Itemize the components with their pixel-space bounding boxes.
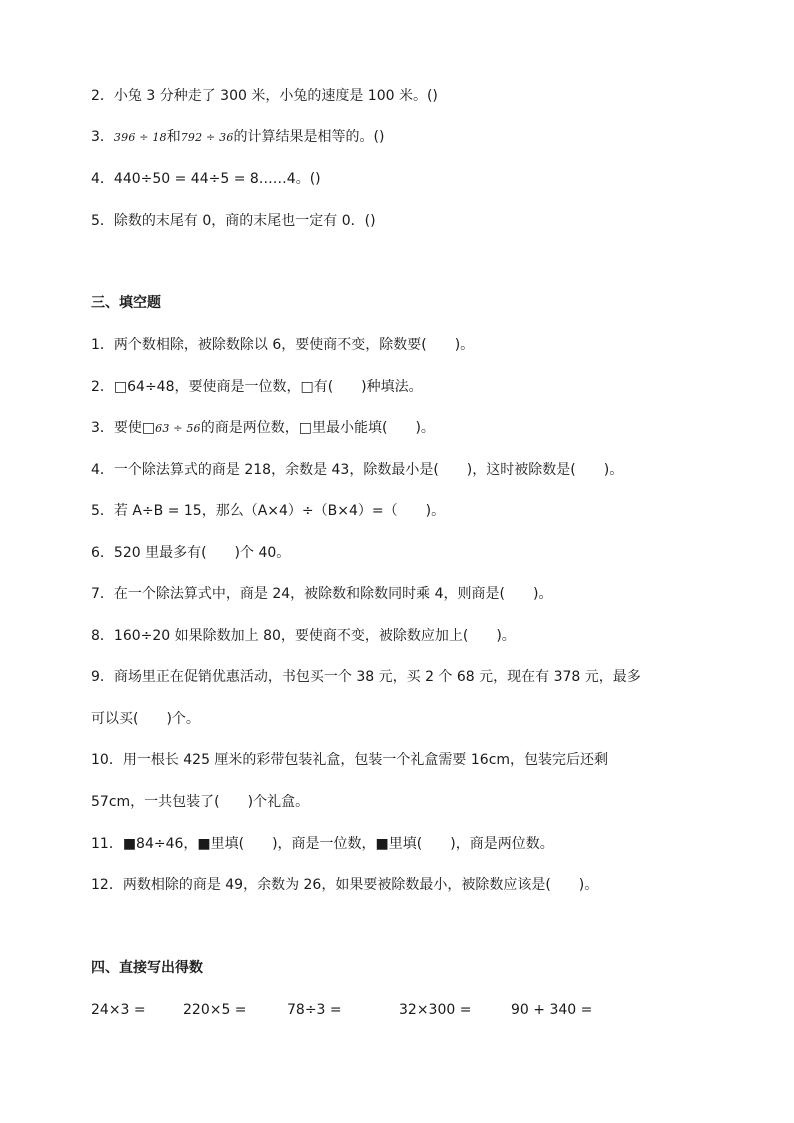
calc-item-2: 220×5 = bbox=[183, 1002, 247, 1018]
judge-question-2: 2．小兔 3 分种走了 300 米，小兔的速度是 100 米。() bbox=[91, 88, 438, 104]
judge-question-3-prefix: 3． bbox=[91, 129, 114, 145]
judge-question-4: 4．440÷50 = 44÷5 = 8……4。() bbox=[91, 171, 321, 187]
fill-question-11: 11．■84÷46，■里填( )，商是一位数，■里填( )，商是两位数。 bbox=[91, 836, 554, 852]
calc-item-3: 78÷3 = bbox=[287, 1002, 342, 1018]
fill-question-3-prefix: 3．要使□ bbox=[91, 420, 156, 436]
judge-question-3-suffix: 的计算结果是相等的。() bbox=[233, 129, 385, 145]
fill-question-3 bbox=[91, 418, 435, 439]
fill-question-3-suffix: 的商是两位数，□里最小能填( )。 bbox=[200, 420, 435, 436]
calc-item-5: 90 + 340 = bbox=[511, 1002, 593, 1018]
fill-question-10-line-2: 57cm，一共包装了( )个礼盒。 bbox=[91, 794, 310, 810]
fill-question-10-line-1: 10．用一根长 425 厘米的彩带包装礼盒，包装一个礼盒需要 16cm，包装完后还剩 bbox=[91, 752, 609, 768]
fill-question-9-line-1: 9．商场里正在促销优惠活动，书包买一个 38 元，买 2 个 68 元，现在有 378 元，最多 bbox=[91, 669, 641, 685]
fill-question-3-expression: 63 ÷ 56 bbox=[155, 422, 201, 435]
fill-question-5: 5．若 A÷B = 15，那么（A×4）÷（B×4）=（ )。 bbox=[91, 503, 446, 519]
fill-section-title: 三、填空题 bbox=[91, 295, 161, 311]
fill-question-2: 2．□64÷48，要使商是一位数，□有( )种填法。 bbox=[91, 379, 423, 395]
calc-item-4: 32×300 = bbox=[399, 1002, 472, 1018]
fill-question-7: 7．在一个除法算式中，商是 24，被除数和除数同时乘 4，则商是( )。 bbox=[91, 586, 553, 602]
calc-row bbox=[91, 1000, 711, 1020]
calc-section-title: 四、直接写出得数 bbox=[91, 960, 203, 976]
calc-item-1: 24×3 = bbox=[91, 1002, 146, 1018]
judge-question-3-middle: 和 bbox=[166, 129, 181, 145]
fill-question-12: 12．两数相除的商是 49，余数为 26，如果要被除数最小，被除数应该是( )。 bbox=[91, 877, 599, 893]
judge-question-3-expression-b: 792 ÷ 36 bbox=[180, 131, 234, 144]
judge-question-3 bbox=[91, 127, 384, 148]
fill-question-9-line-2: 可以买( )个。 bbox=[91, 711, 200, 727]
judge-question-3-expression-a: 396 ÷ 18 bbox=[113, 131, 167, 144]
judge-question-5: 5．除数的末尾有 0，商的末尾也一定有 0．() bbox=[91, 213, 376, 229]
fill-question-4: 4．一个除法算式的商是 218，余数是 43，除数最小是( )，这时被除数是( )。 bbox=[91, 462, 624, 478]
fill-question-6: 6．520 里最多有( )个 40。 bbox=[91, 545, 291, 561]
fill-question-8: 8．160÷20 如果除数加上 80，要使商不变，被除数应加上( )。 bbox=[91, 628, 516, 644]
fill-question-1: 1．两个数相除，被除数除以 6，要使商不变，除数要( )。 bbox=[91, 337, 475, 353]
